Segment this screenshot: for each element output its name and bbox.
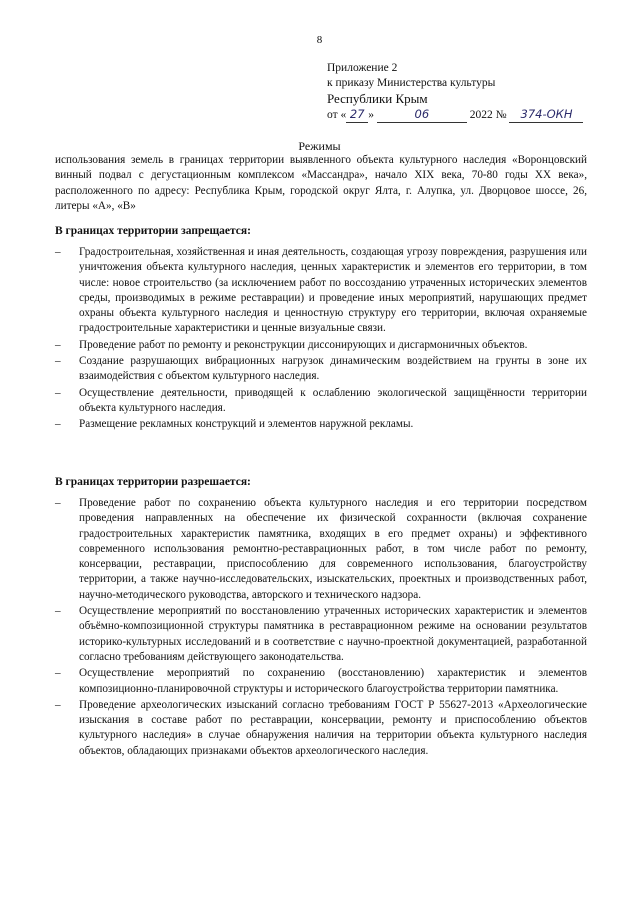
list-item-text: Градостроительная, хозяйственная и иная деятельность, создающая угрозу повреждения, разрушения или уничтожения объекта культурного наследия, ценных характеристик и элементов его территории, в том числе: новое строительство (за исключением работ по воссозданию утраченных исторических элементов среды, производимых в режиме реставрации) и проведение иных мероприятий, нарушающих предмет охраны объекта культурного наследия и ценностную структуру его территории, включая охраняемые градостроительные характеристики и ценные визуальные связи. xyxy=(79,246,587,335)
order-month: 06 xyxy=(377,107,467,123)
order-prefix: от « xyxy=(327,109,347,121)
list-item-text: Осуществление мероприятий по сохранению (восстановлению) характеристик и элементов композиционно-планировочной структуры и исторического благоустройства территории памятника. xyxy=(79,667,587,695)
dash: – xyxy=(55,698,61,711)
order-year: 2022 № xyxy=(466,109,510,121)
dash: – xyxy=(55,355,61,368)
list-item xyxy=(55,698,587,759)
list-item xyxy=(55,417,587,432)
list-item-text: Осуществление деятельности, приводящей к ослаблению экологической защищённости территории объекта культурного наследия. xyxy=(79,386,587,414)
list-item-text: Осуществление мероприятий по восстановлению утраченных исторических характеристик и элементов объёмно-композиционной структуры памятника в реставрационном режиме на основании результатов историко-культурных исследований и в соответствие с научно-проектной документацией, разработанной согласно требованиям действующего законодательства. xyxy=(79,605,587,663)
permitted-list xyxy=(55,496,587,760)
appendix-line1: Приложение 2 xyxy=(327,62,398,74)
dash: – xyxy=(55,338,61,351)
list-item xyxy=(55,666,587,697)
dash: – xyxy=(55,418,61,431)
document-intro: использования земель в границах территории выявленного объекта культурного наследия «Воронцовский винный подвал с дегустационным комплексом «Массандра», начало XIX века, 70-80 годы XX века», расположенного по адресу: Республика Крым, городской округ Ялта, г. Алупка, ул. Дворцовое шоссе, 26, литеры «А», «В» xyxy=(55,154,587,212)
list-item xyxy=(55,354,587,385)
prohibited-list xyxy=(55,245,587,434)
appendix-line2: к приказу Министерства культуры xyxy=(327,77,496,89)
list-item xyxy=(55,338,587,353)
list-item-text: Проведение работ по сохранению объекта культурного наследия и его территории посредством проведения направленных на обеспечение их физической сохранности (включая сохранение градостроительных характеристик памятника, входящих в его предмет охраны) и эффективного современного использования ремонтно-реставрационных работ, в том числе работ по ремонту, консервации, реставрации, приспособлению для современного использования, благоустройству территории, а также научно-исследовательских, изыскательских, проектных и производственных работ, научно-методического руководства, авторского и технического надзора. xyxy=(79,497,587,601)
list-item-text: Создание разрушающих вибрационных нагрузок динамическим воздействием на грунты в зоне их взаимодействия с объектом культурного наследия. xyxy=(79,355,587,383)
list-item xyxy=(55,386,587,417)
dash: – xyxy=(55,386,61,399)
appendix-line3: Республики Крым xyxy=(327,91,428,106)
appendix-block xyxy=(327,61,587,123)
dash: – xyxy=(55,605,61,618)
dash: – xyxy=(55,497,61,509)
prohibited-heading: В границах территории запрещается: xyxy=(55,225,251,237)
list-item xyxy=(55,496,587,603)
list-item-text: Проведение археологических изысканий согласно требованиям ГОСТ Р 55627-2013 «Археологические изыскания в составе работ по реставрации, консервации, ремонту и приспособлению объектов культурного наследия» в случае обнаружения наличия на территории объекта культурного наследия объектов, обладающих признаками объектов археологического наследия. xyxy=(79,698,587,757)
list-item-text: Проведение работ по ремонту и реконструкции диссонирующих и дисгармоничных объектов. xyxy=(79,338,528,351)
order-day: 27 xyxy=(346,107,368,123)
document-title: Режимы xyxy=(298,139,341,153)
list-item-text: Размещение рекламных конструкций и элементов наружной рекламы. xyxy=(79,418,414,431)
order-sep: » xyxy=(368,109,377,121)
page-number: 8 xyxy=(316,34,323,46)
order-line xyxy=(327,107,587,123)
permitted-heading: В границах территории разрешается: xyxy=(55,476,251,488)
list-item xyxy=(55,604,587,665)
order-number: 374-ОКН xyxy=(509,107,583,123)
list-item xyxy=(55,245,587,337)
dash: – xyxy=(55,246,61,258)
dash: – xyxy=(55,667,61,680)
